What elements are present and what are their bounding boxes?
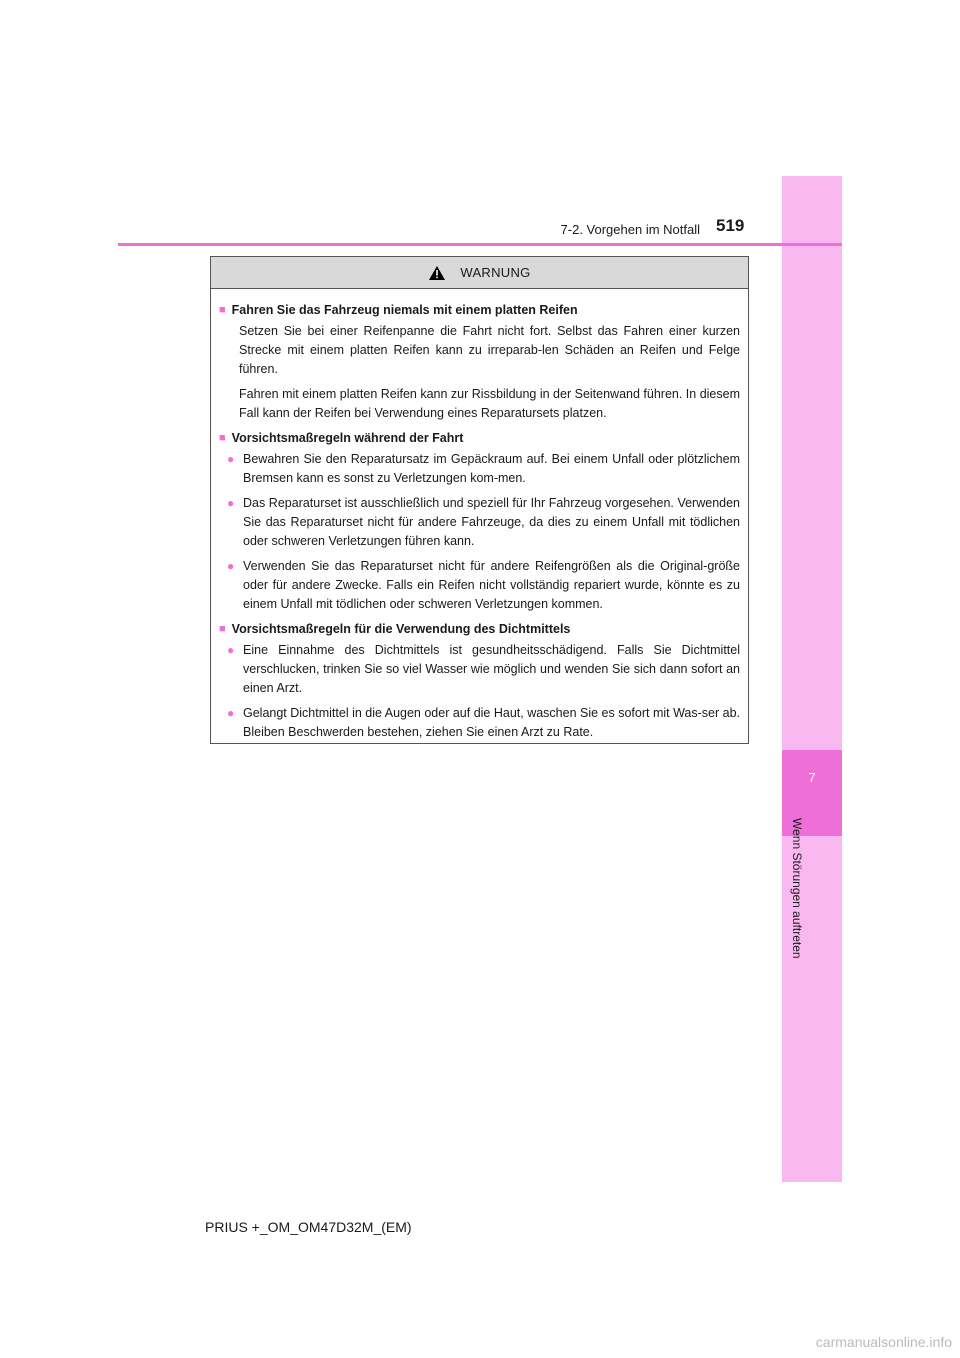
chapter-number: 7: [808, 770, 816, 785]
bullet-item: ● Bewahren Sie den Reparatursatz im Gepäckraum auf. Bei einem Unfall oder plötzlichem Bremsen kann es sonst zu Verletzungen kom-men.: [227, 450, 740, 488]
header-rule: [118, 243, 842, 246]
square-bullet-icon: ■: [219, 304, 226, 316]
square-bullet-icon: ■: [219, 432, 226, 444]
bullet-item: ● Gelangt Dichtmittel in die Augen oder auf die Haut, waschen Sie es sofort mit Was-ser ab. Bleiben Beschwerden bestehen, ziehen Sie einen Arzt zu Rate.: [227, 704, 740, 742]
document-code: PRIUS +_OM_OM47D32M_(EM): [205, 1219, 412, 1235]
bullet-item: ● Das Reparaturset ist ausschließlich und speziell für Ihr Fahrzeug vorgesehen. Verwenden Sie das Reparaturset nicht für andere Fahrzeuge, da dies zu einem Unfall mit tödlichen oder schweren Verletzungen führen kann.: [227, 494, 740, 551]
bullet-item: ● Verwenden Sie das Reparaturset nicht für andere Reifengrößen als die Original-größe oder für andere Zwecke. Falls ein Reifen nicht vollständig repariert wurde, könnte es zu einem Unfall mit tödlichen oder schweren Verletzungen kommen.: [227, 557, 740, 614]
square-bullet-icon: ■: [219, 623, 226, 635]
warning-box: [210, 256, 749, 744]
warning-header: [211, 257, 748, 289]
paragraph: Fahren mit einem platten Reifen kann zur Rissbildung in der Seitenwand führen. In diesem Fall kann der Reifen bei Verwendung eines Reparatursets platzen.: [239, 387, 740, 420]
paragraph: Setzen Sie bei einer Reifenpanne die Fahrt nicht fort. Selbst das Fahren einer kurzen Strecke mit einem platten Reifen kann zu irreparab-len Schäden an Reifen und Felge führen.: [239, 324, 740, 376]
section-heading: Vorsichtsmaßregeln für die Verwendung des Dichtmittels: [231, 622, 571, 636]
warning-title: WARNUNG: [460, 265, 531, 280]
warning-section: [219, 620, 740, 742]
chapter-title: Wenn Störungen auftreten: [790, 818, 804, 959]
section-heading: Fahren Sie das Fahrzeug niemals mit einem platten Reifen: [231, 303, 578, 317]
bullet-item: ● Eine Einnahme des Dichtmittels ist gesundheitsschädigend. Falls Sie Dichtmittel verschlucken, trinken Sie so viel Wasser wie möglich und wenden Sie sich dann sofort an einen Arzt.: [227, 641, 740, 698]
circle-bullet-icon: ●: [227, 559, 235, 573]
circle-bullet-icon: ●: [227, 496, 235, 510]
chapter-side-tab: [782, 176, 842, 1182]
watermark: carmanualsonline.info: [815, 1334, 952, 1350]
page-number: 519: [716, 216, 745, 235]
warning-section: [219, 429, 740, 614]
circle-bullet-icon: ●: [227, 706, 235, 720]
warning-triangle-icon: [428, 265, 446, 281]
circle-bullet-icon: ●: [227, 643, 235, 657]
section-header: 7-2. Vorgehen im Notfall: [560, 222, 700, 237]
warning-body: [211, 289, 748, 742]
section-heading: Vorsichtsmaßregeln während der Fahrt: [231, 431, 464, 445]
circle-bullet-icon: ●: [227, 452, 235, 466]
warning-section: [219, 301, 740, 423]
